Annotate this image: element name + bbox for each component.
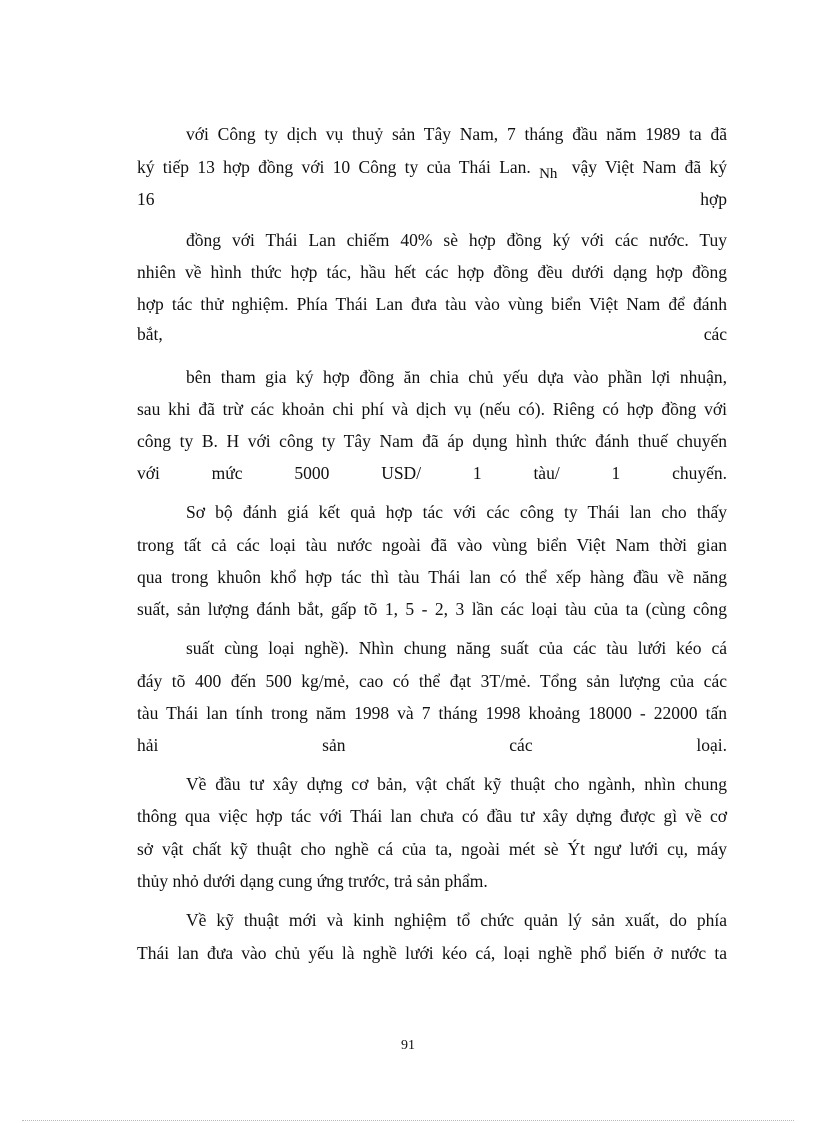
text-line: sau khi đã trừ các khoản chi phí và dịch vụ (nếu có). Riêng có hợp đồng với xyxy=(137,399,727,419)
text-line: hải sản các loại. xyxy=(137,735,727,755)
text-line: suất cùng loại nghề). Nhìn chung năng suất của các tàu lưới kéo cá xyxy=(186,638,727,658)
text-line: qua trong khuôn khổ hợp tác thì tàu Thái lan có thể xếp hàng đầu về năng xyxy=(137,567,727,587)
text-line: đáy tõ 400 đến 500 kg/mẻ, cao có thể đạt 3T/mẻ. Tổng sản lượng của các xyxy=(137,671,727,691)
text-fragment: bắt, xyxy=(137,324,163,344)
text-line: hợp tác thử nghiệm. Phía Thái Lan đưa tàu vào vùng biển Việt Nam để đánh xyxy=(137,294,727,314)
text-line xyxy=(137,156,727,180)
text-line xyxy=(137,188,727,210)
text-fragment: hợp xyxy=(700,189,727,209)
text-line xyxy=(137,323,727,345)
page-number: 91 xyxy=(401,1038,415,1053)
text-line: công ty B. H với công ty Tây Nam đã áp dụng hình thức đánh thuế chuyến xyxy=(137,431,727,451)
text-line: nhiên về hình thức hợp tác, hầu hết các hợp đồng đều dưới dạng hợp đồng xyxy=(137,262,727,282)
bottom-dotted-rule xyxy=(22,1120,794,1121)
text-line: Về đầu tư xây dựng cơ bản, vật chất kỹ thuật cho ngành, nhìn chung xyxy=(186,774,727,794)
text-fragment: Nh xyxy=(539,166,558,182)
text-line: Về kỹ thuật mới và kinh nghiệm tổ chức quản lý sản xuất, do phía xyxy=(186,910,727,930)
text-line: trong tất cả các loại tàu nước ngoài đã vào vùng biển Việt Nam thời gian xyxy=(137,535,727,555)
text-line: suất, sản lượng đánh bắt, gấp tõ 1, 5 - 2, 3 lần các loại tàu của ta (cùng công xyxy=(137,599,727,619)
text-line: thông qua việc hợp tác với Thái lan chưa có đầu tư xây dựng được gì về cơ xyxy=(137,806,727,826)
text-line: tàu Thái lan tính trong năm 1998 và 7 tháng 1998 khoảng 18000 - 22000 tấn xyxy=(137,703,727,723)
text-line: đồng với Thái Lan chiếm 40% sè hợp đồng ký với các nước. Tuy xyxy=(186,230,727,250)
text-line: Sơ bộ đánh giá kết quả hợp tác với các công ty Thái lan cho thấy xyxy=(186,502,727,522)
text-line: bên tham gia ký hợp đồng ăn chia chủ yếu dựa vào phần lợi nhuận, xyxy=(186,367,727,387)
text-fragment: 16 xyxy=(137,189,155,209)
text-fragment: ký tiếp 13 hợp đồng với 10 Công ty của Thái Lan. xyxy=(137,157,531,177)
text-fragment: các xyxy=(703,324,727,344)
text-line: với mức 5000 USD/ 1 tàu/ 1 chuyến. xyxy=(137,463,727,483)
text-line: sở vật chất kỹ thuật cho nghề cá của ta, ngoài mét sè Ýt ngư lưới cụ, máy xyxy=(137,839,727,859)
text-line: Thái lan đưa vào chủ yếu là nghề lưới kéo cá, loại nghề phổ biến ở nước ta xyxy=(137,943,727,963)
text-line: thủy nhỏ dưới dạng cung ứng trước, trả sản phẩm. xyxy=(137,871,488,891)
text-line: với Công ty dịch vụ thuỷ sản Tây Nam, 7 tháng đầu năm 1989 ta đã xyxy=(186,124,727,144)
text-fragment: vậy Việt Nam đã ký xyxy=(571,157,727,177)
